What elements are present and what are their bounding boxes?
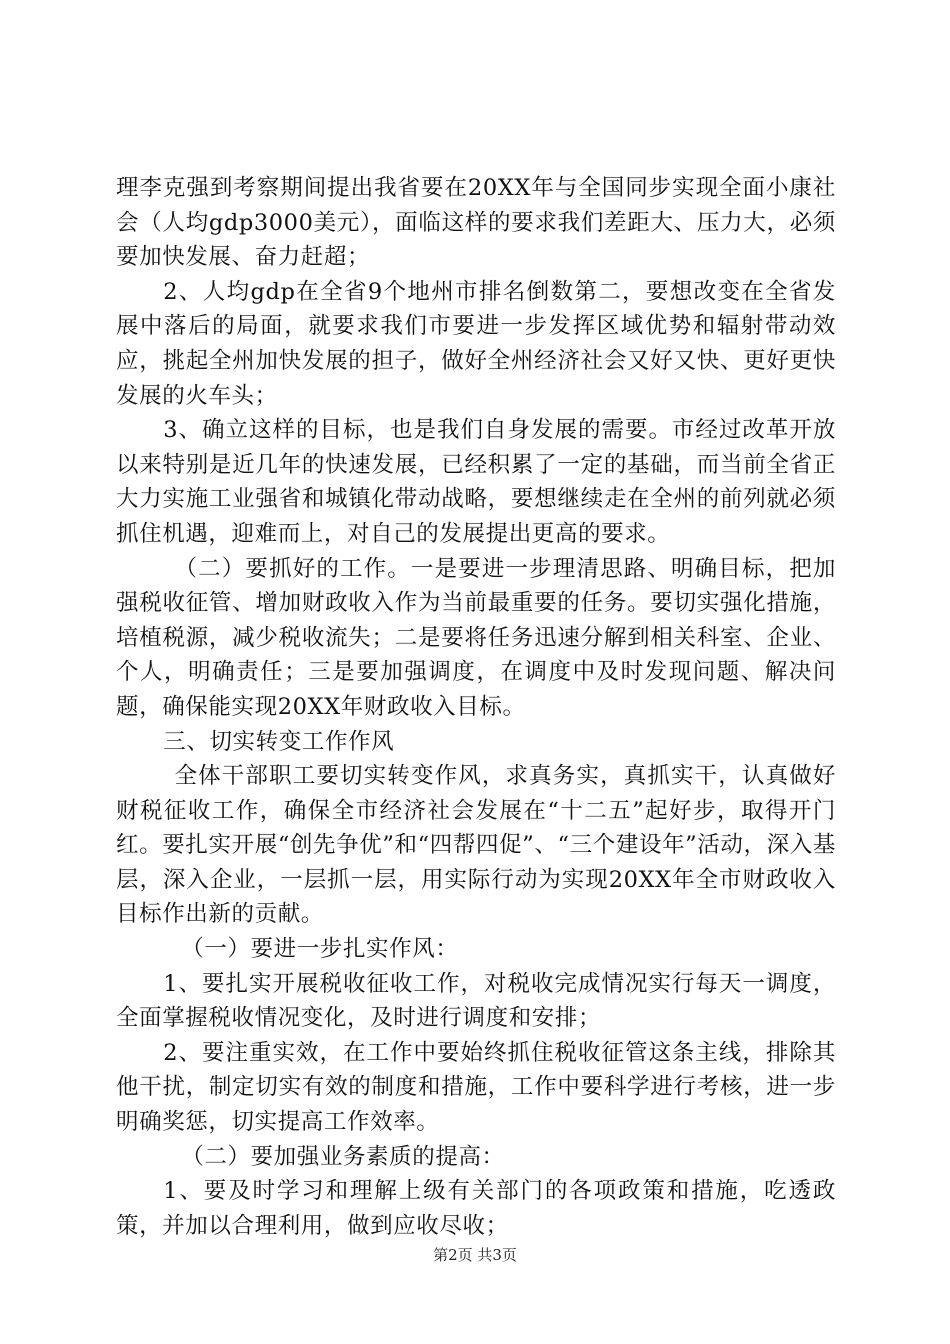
paragraph-item-2: 2、人均gdp在全省9个地州市排名倒数第二，要想改变在全省发展中落后的局面，就要求我们市要进一步发挥区域优势和辐射带动效应，挑起全州加快发展的担子，做好全州经济社会又好又快、更好更快发展的火车头； bbox=[116, 278, 836, 409]
paragraph-style-item-2: 2、要注重实效，在工作中要始终抓住税收征管这条主线，排除其他干扰，制定切实有效的制度和措施，工作中要科学进行考核，进一步明确奖惩，切实提高工作效率。 bbox=[116, 1039, 836, 1136]
subheading-two: （二）要加强业务素质的提高： bbox=[181, 1143, 505, 1170]
paragraph-section-two-work: （二）要抓好的工作。一是要进一步理清思路、明确目标，把加强税收征管、增加财政收入作为当前最重要的任务。要切实强化措施，培植税源，减少税收流失；二是要将任务迅速分解到相关科室、企业、个人，明确责任；三是要加强调度，在调度中及时发现问题、解决问题，确保能实现20XX年财政收入目标。 bbox=[116, 555, 836, 720]
paragraph-item-3: 3、确立这样的目标，也是我们自身发展的需要。市经过改革开放以来特别是近几年的快速发展，已经积累了一定的基础，而当前全省正大力实施工业强省和城镇化带动战略，要想继续走在全州的前列就必须抓住机遇，迎难而上，对自己的发展提出更高的要求。 bbox=[116, 417, 836, 547]
paragraph-continuation: 理李克强到考察期间提出我省要在20XX年与全国同步实现全面小康社会（人均gdp3000美元），面临这样的要求我们差距大、压力大，必须要加快发展、奋力赶超； bbox=[116, 175, 836, 271]
page-footer: 第2页 共3页 bbox=[433, 1246, 517, 1264]
document-body bbox=[116, 171, 836, 1243]
section-heading-three: 三、切实转变工作作风 bbox=[163, 728, 395, 755]
paragraph-style-item-1: 1、要扎实开展税收征收工作，对税收完成情况实行每天一调度，全面掌握税收情况变化，及时进行调度和安排； bbox=[116, 970, 836, 1032]
paragraph-quality-item-1: 1、要及时学习和理解上级有关部门的各项政策和措施，吃透政策，并加以合理利用，做到应收尽收； bbox=[116, 1178, 836, 1239]
paragraph-work-style: 全体干部职工要切实转变作风，求真务实，真抓实干，认真做好财税征收工作，确保全市经济社会发展在“十二五”起好步，取得开门红。要扎实开展“创先争优”和“四帮四促”、“三个建设年”活动，深入基层，深入企业，一层抓一层，用实际行动为实现20XX年全市财政收入目标作出新的贡献。 bbox=[116, 763, 836, 928]
subheading-one: （一）要进一步扎实作风： bbox=[181, 936, 459, 963]
